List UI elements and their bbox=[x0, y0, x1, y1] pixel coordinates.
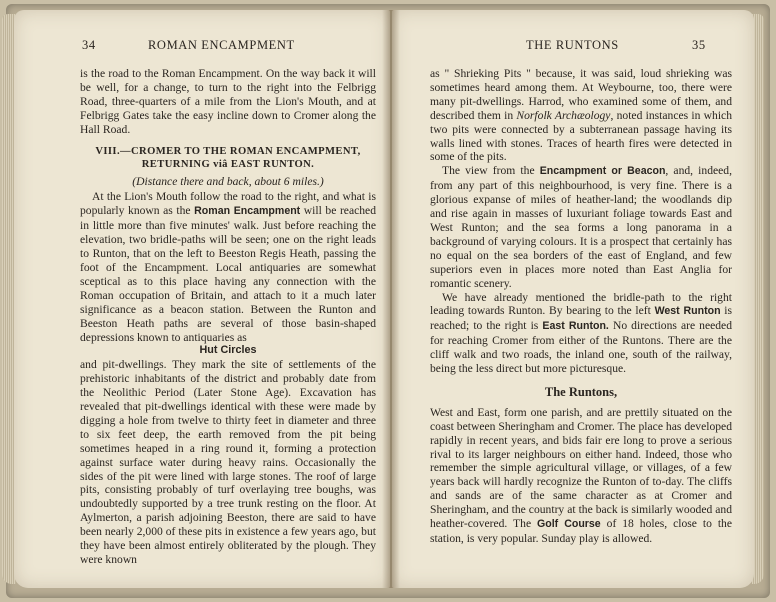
runtons-section-title: The Runtons, bbox=[544, 384, 618, 399]
encampment-beacon-bold: Encampment or Beacon bbox=[539, 165, 666, 178]
right-p4-b: of 18 holes, close to the station, is very popular. Sunday play is allowed. bbox=[430, 517, 732, 545]
left-running-head: ROMAN ENCAMPMENT bbox=[148, 38, 295, 52]
right-p4-a: West and East, form one parish, and are prettily situated on the coast between Sheringham and Cromer. The place has developed rapidly in recent years, and bids fair ere long to prove a serious rival to its larger neighbours on either hand. Indeed, those who remember the simple agricultural village, or villages, of a few years back will hardly recognize the Runton of to-day. The cliffs and sands are of the same character as at Cromer and Sheringham, and the country at the back is similarly wooded and heather-covered. The bbox=[430, 405, 732, 531]
left-paragraph-1: is the road to the Roman Encampment. On the way back it will be well, for a change, to turn to the right into the Felbrigg Road, three-quarters of a mile from the Lion's Mouth, and at Felbrigg Gates take the easy incline down to Cromer along the Hall Road. bbox=[80, 67, 376, 136]
right-paragraph-1 bbox=[430, 67, 732, 164]
golf-course-bold: Golf Course bbox=[537, 518, 601, 531]
right-p3-a: We have already mentioned the bridle-path to the right leading towards Runton. By bearing to the left bbox=[430, 290, 732, 318]
distance-note: (Distance there and back, about 6 miles.) bbox=[132, 174, 324, 188]
left-paragraph-2 bbox=[80, 190, 376, 344]
west-runton-bold: West Runton bbox=[654, 305, 721, 318]
right-p2-a: The view from the bbox=[442, 164, 540, 178]
hut-circles-heading: Hut Circles bbox=[199, 344, 257, 357]
right-page-body bbox=[430, 67, 732, 546]
roman-encampment-bold: Roman Encampment bbox=[194, 205, 301, 218]
right-p3-c: No directions are needed for reaching Cromer from either of the Runtons. There are the cliff walk and two roads, the inland one, south of the railway, being the less direct but more picturesque. bbox=[430, 319, 733, 376]
left-paragraph-3: and pit-dwellings. They mark the site of settlements of the prehistoric inhabitants of the district and probably date from the Neolithic Period (Later Stone Age). Excavation has revealed that pit-dwellings identical with these were made by digging a hole from twelve to thirty feet in diameter and three to six feet deep, the earth removed from the pit being sometimes heaped in a ring round it, forming a protection against surface water during heavy rains. Occasionally the sides of the pit were lined with large stones. The roof of large pits, consisting probably of turf overlaying tree boughs, was undoubtedly supported by a tree trunk resting on the floor. At Aylmerton, a parish adjoining Beeston, there are said to have been nearly 2,000 of these pits in existence a few years ago, but they have been almost entirely obliterated by the plough. They were known bbox=[80, 358, 376, 566]
left-page-number: 34 bbox=[82, 38, 96, 52]
section-title-line-1: VIII.—CROMER TO THE ROMAN ENCAMPMENT, bbox=[95, 145, 361, 157]
left-p2-b: will be reached in little more than five minutes' walk. Just before reaching the elevation, two bridle-paths will be seen; one on the right leads to Runton, that on the left to Beeston Regis Heath, passing the foot of the Encampment. Local antiquaries are somewhat sceptical as to this place having any connection with the Roman occupation of Britain, and attach to it a much later significance as a beacon station. Between the Runton and Beeston Heath paths are several of those basin-shaped depressions known to antiquaries as bbox=[80, 204, 376, 344]
right-p3-b: is reached; to the right is bbox=[430, 304, 733, 333]
section-title bbox=[80, 145, 376, 171]
east-runton-bold: East Runton. bbox=[542, 320, 609, 333]
norfolk-archaeology-italic: Norfolk Archæology bbox=[516, 108, 611, 122]
right-p1-b: , noted instances in which two pits were connected by a subterranean passage having its walls lined with stones. Traces of hearth fires were detected in some of the pits. bbox=[430, 108, 732, 164]
section-title-line-2: RETURNING viâ EAST RUNTON. bbox=[141, 158, 315, 170]
right-running-head: THE RUNTONS bbox=[526, 38, 619, 52]
right-p1-a: as " Shrieking Pits " because, it was said, loud shrieking was sometimes heard among them. At Weybourne, too, there were many pit-dwellings. Harrod, who examined some of them, and described them in bbox=[430, 67, 732, 122]
right-p2-b: , and, indeed, from any part of this neighbourhood, is very fine. There is a glorious expanse of miles of heather-land; the woodlands dip and rise again in masses of luxuriant foliage towards East and West Runton; and the sea forms a long panorama in a background of varying colours. It is a prospect that certainly has no equal on the sea borders of the east of England, and few superiors even in places more noted than East Anglia for romantic scenery. bbox=[430, 164, 732, 290]
left-p2-a: At the Lion's Mouth follow the road to the right, and what is popularly known as the bbox=[80, 190, 376, 218]
left-page-body bbox=[80, 67, 376, 567]
right-paragraph-4 bbox=[430, 406, 732, 546]
right-paragraph-3 bbox=[430, 291, 732, 376]
right-paragraph-2 bbox=[430, 164, 732, 290]
right-page-number: 35 bbox=[692, 38, 706, 52]
